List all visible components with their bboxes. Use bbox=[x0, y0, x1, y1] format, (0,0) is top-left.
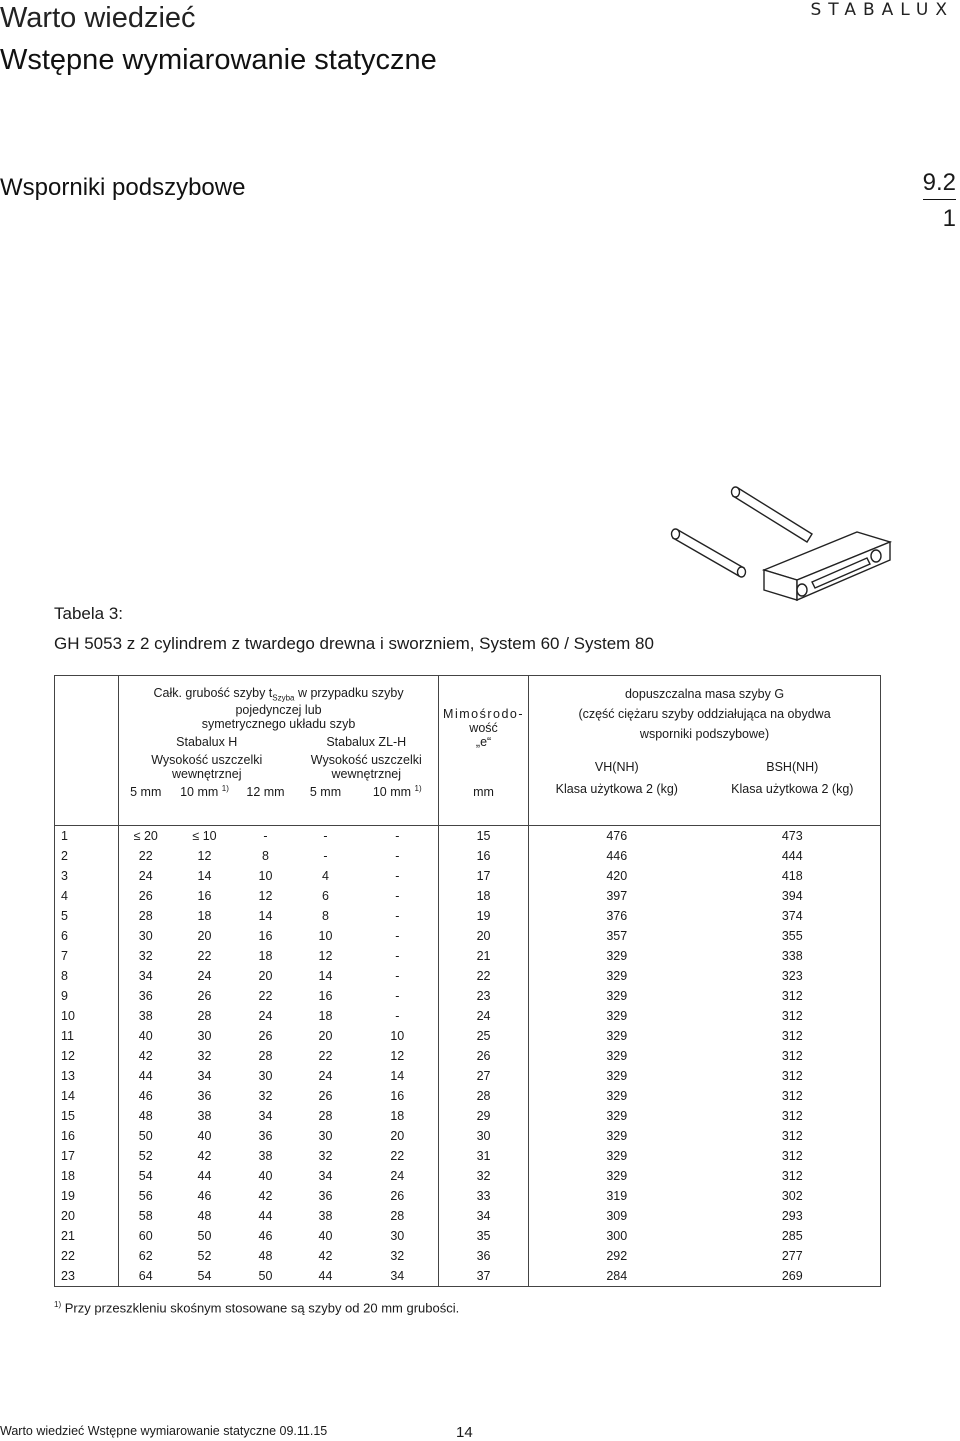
table-cell: 26 bbox=[439, 1046, 529, 1066]
unit-10mm-h-label: 10 mm bbox=[180, 785, 219, 800]
glass-thickness-sub: Szyba bbox=[272, 693, 295, 703]
table-cell: - bbox=[295, 825, 357, 846]
table-cell: 12 bbox=[258, 888, 273, 903]
table-cell: 15 bbox=[55, 1106, 119, 1126]
table-cell: 312 bbox=[705, 986, 881, 1006]
table-row bbox=[55, 946, 881, 966]
unit-12mm-h: 12 mm bbox=[246, 784, 285, 799]
table-cell: 48 bbox=[258, 1248, 273, 1263]
table-cell: 32 bbox=[318, 1148, 333, 1163]
table-cell: 31 bbox=[439, 1146, 529, 1166]
table-cell: 6 bbox=[55, 926, 119, 946]
bsh-header bbox=[705, 753, 881, 803]
glass-thickness-label-2: w przypadku szyby pojedynczej lub bbox=[235, 686, 404, 717]
table-cell: 34 bbox=[138, 968, 153, 983]
table-cell: 300 bbox=[606, 1228, 628, 1243]
table-cell: 52 bbox=[197, 1248, 212, 1263]
table-cell: 14 bbox=[258, 908, 273, 923]
table-cell: 329 bbox=[606, 1068, 628, 1083]
seal-height-zlh-header bbox=[295, 753, 439, 781]
seal-height-zlh-label-2: wewnętrznej bbox=[331, 766, 402, 781]
table-cell: 42 bbox=[138, 1048, 153, 1063]
table-cell: 24 bbox=[138, 868, 153, 883]
table-cell: 12 bbox=[390, 1048, 405, 1063]
table-cell: 355 bbox=[705, 926, 881, 946]
table-cell: 17 bbox=[439, 866, 529, 886]
table-cell: 48 bbox=[197, 1208, 212, 1223]
table-cell: 34 bbox=[318, 1168, 333, 1183]
table-cell: 24 bbox=[318, 1068, 333, 1083]
table-cell: 16 bbox=[197, 888, 212, 903]
table-cell: 10 bbox=[390, 1028, 405, 1043]
table-cell: 444 bbox=[705, 846, 881, 866]
table-row bbox=[55, 1066, 881, 1086]
unit-note-2: 1) bbox=[414, 783, 422, 793]
table-row bbox=[55, 1126, 881, 1146]
table-cell: 52 bbox=[138, 1148, 153, 1163]
table-cell: 30 bbox=[258, 1068, 273, 1083]
table-cell: 26 bbox=[318, 1088, 333, 1103]
unit-5mm-zlh: 5 mm bbox=[309, 784, 342, 799]
vh-header bbox=[529, 753, 705, 803]
table-cell: 312 bbox=[705, 1106, 881, 1126]
table-cell: 32 bbox=[390, 1248, 405, 1263]
table-cell: 14 bbox=[197, 868, 212, 883]
section-number-main: 9.2 bbox=[923, 168, 956, 200]
table-cell: 338 bbox=[705, 946, 881, 966]
table-cell: 16 bbox=[258, 928, 273, 943]
page-number: 14 bbox=[456, 1424, 473, 1441]
table-cell: 44 bbox=[197, 1168, 212, 1183]
table-cell: 18 bbox=[390, 1108, 405, 1123]
footer bbox=[0, 1424, 327, 1438]
table-row bbox=[55, 1266, 881, 1287]
table-cell: 5 bbox=[55, 906, 119, 926]
table-cell: 269 bbox=[705, 1266, 881, 1287]
table-cell: 42 bbox=[258, 1188, 273, 1203]
table-cell: 22 bbox=[390, 1148, 405, 1163]
table-cell: 312 bbox=[705, 1146, 881, 1166]
table-cell: - bbox=[395, 1008, 400, 1023]
table-cell: 309 bbox=[606, 1208, 628, 1223]
glass-thickness-label: Całk. grubość szyby t bbox=[153, 686, 273, 700]
mass-header bbox=[529, 676, 881, 753]
table-cell: 418 bbox=[705, 866, 881, 886]
table-cell: 14 bbox=[55, 1086, 119, 1106]
table-row bbox=[55, 966, 881, 986]
table-cell: 376 bbox=[606, 908, 628, 923]
table-cell: 24 bbox=[197, 968, 212, 983]
table-cell: ≤ 10 bbox=[173, 825, 237, 846]
table-cell: 12 bbox=[318, 948, 333, 963]
header-line2: Wstępne wymiarowanie statyczne bbox=[0, 44, 437, 76]
table-cell: 284 bbox=[529, 1266, 705, 1287]
seal-height-zlh-label: Wysokość uszczelki bbox=[310, 752, 422, 767]
table-cell: 329 bbox=[606, 1108, 628, 1123]
table-cell: 32 bbox=[138, 948, 153, 963]
table-cell: - bbox=[395, 988, 400, 1003]
table-row bbox=[55, 926, 881, 946]
table-cell: 20 bbox=[197, 928, 212, 943]
table-cell: - bbox=[395, 968, 400, 983]
table-cell: 28 bbox=[258, 1048, 273, 1063]
table-cell: ≤ 20 bbox=[119, 825, 173, 846]
table-cell: 394 bbox=[705, 886, 881, 906]
table-cell: 312 bbox=[705, 1046, 881, 1066]
table-cell: 13 bbox=[55, 1066, 119, 1086]
mass-label: dopuszczalna masa szyby G bbox=[624, 687, 785, 702]
table-cell: 44 bbox=[138, 1068, 153, 1083]
table-cell: 16 bbox=[55, 1126, 119, 1146]
header-corner bbox=[55, 676, 119, 826]
table-cell: 30 bbox=[390, 1228, 405, 1243]
header-line1: Warto wiedzieć bbox=[0, 2, 196, 34]
unit-note: 1) bbox=[221, 783, 229, 793]
table-cell: 329 bbox=[606, 1148, 628, 1163]
table-cell: 21 bbox=[439, 946, 529, 966]
table-cell: 9 bbox=[55, 986, 119, 1006]
table-cell: 25 bbox=[439, 1026, 529, 1046]
table-cell: 329 bbox=[606, 1088, 628, 1103]
table-cell: 26 bbox=[390, 1188, 405, 1203]
table-cell: 20 bbox=[390, 1128, 405, 1143]
table-cell: - bbox=[237, 825, 295, 846]
table-cell: 19 bbox=[439, 906, 529, 926]
table-cell: 34 bbox=[197, 1068, 212, 1083]
vh-class-label: Klasa użytkowa 2 (kg) bbox=[555, 781, 678, 796]
table-cell: 1 bbox=[55, 825, 119, 846]
table-cell: 35 bbox=[439, 1226, 529, 1246]
eccentricity-label: Mimośrodo- bbox=[443, 707, 525, 722]
table-cell: 64 bbox=[119, 1266, 173, 1287]
table-cell: 18 bbox=[439, 886, 529, 906]
table-row bbox=[55, 1026, 881, 1046]
table-cell: 40 bbox=[258, 1168, 273, 1183]
table-cell: 292 bbox=[606, 1248, 628, 1263]
table-cell: 33 bbox=[439, 1186, 529, 1206]
table-cell: 16 bbox=[318, 988, 333, 1003]
table-cell: 323 bbox=[705, 966, 881, 986]
table-row bbox=[55, 1086, 881, 1106]
table-cell: 28 bbox=[138, 908, 153, 923]
table-cell: 15 bbox=[439, 825, 529, 846]
table-cell: 40 bbox=[138, 1028, 153, 1043]
mass-label-2: (część ciężaru szyby oddziałująca na obydwa bbox=[578, 707, 831, 722]
table-label: Tabela 3: bbox=[54, 604, 123, 623]
table-cell: 312 bbox=[705, 1166, 881, 1186]
table-cell: 312 bbox=[705, 1006, 881, 1026]
section-title: Wsporniki podszybowe bbox=[0, 174, 246, 201]
table-cell: 397 bbox=[606, 888, 628, 903]
table-caption: GH 5053 z 2 cylindrem z twardego drewna i sworzniem, System 60 / System 80 bbox=[54, 634, 654, 653]
table-cell: 46 bbox=[138, 1088, 153, 1103]
table-cell: 36 bbox=[318, 1188, 333, 1203]
table-cell: 38 bbox=[318, 1208, 333, 1223]
table-cell: 329 bbox=[606, 948, 628, 963]
eccentricity-header bbox=[439, 676, 529, 781]
table-cell: 20 bbox=[258, 968, 273, 983]
table-cell: 34 bbox=[357, 1266, 439, 1287]
bsh-class-label: Klasa użytkowa 2 (kg) bbox=[731, 781, 854, 796]
table-cell: 22 bbox=[318, 1048, 333, 1063]
table-cell: 10 bbox=[258, 868, 273, 883]
section-number bbox=[923, 168, 956, 234]
table-row bbox=[55, 825, 881, 846]
table-row bbox=[55, 1186, 881, 1206]
table-cell: 329 bbox=[606, 1168, 628, 1183]
table-row bbox=[55, 1226, 881, 1246]
section-number-sub: 1 bbox=[942, 205, 956, 232]
table-cell: 277 bbox=[705, 1246, 881, 1266]
table-cell: 446 bbox=[606, 848, 628, 863]
table-cell: 473 bbox=[705, 825, 881, 846]
table-cell: 44 bbox=[295, 1266, 357, 1287]
table-cell: 22 bbox=[258, 988, 273, 1003]
table-cell: 28 bbox=[439, 1086, 529, 1106]
table-cell: 8 bbox=[262, 848, 269, 863]
table-cell: 285 bbox=[705, 1226, 881, 1246]
table-cell: 58 bbox=[138, 1208, 153, 1223]
table-cell: 60 bbox=[138, 1228, 153, 1243]
mass-label-3: wsporniki podszybowe) bbox=[639, 727, 770, 742]
table-cell: 36 bbox=[138, 988, 153, 1003]
footer-title: Warto wiedzieć Wstępne wymiarowanie statyczne bbox=[0, 1424, 277, 1438]
table-body bbox=[55, 825, 881, 1286]
table-cell: 50 bbox=[237, 1266, 295, 1287]
table-cell: 8 bbox=[55, 966, 119, 986]
table-cell: 26 bbox=[197, 988, 212, 1003]
table-cell: 34 bbox=[439, 1206, 529, 1226]
table-row bbox=[55, 1046, 881, 1066]
table-cell: 44 bbox=[258, 1208, 273, 1223]
table-row bbox=[55, 906, 881, 926]
unit-10mm-zlh bbox=[357, 781, 439, 803]
footnote bbox=[54, 1300, 459, 1315]
eccentricity-label-2: wość bbox=[469, 721, 498, 736]
table-cell: 4 bbox=[55, 886, 119, 906]
table-cell: 293 bbox=[705, 1206, 881, 1226]
table-cell: 10 bbox=[55, 1006, 119, 1026]
table-row bbox=[55, 1166, 881, 1186]
table-cell: 46 bbox=[258, 1228, 273, 1243]
table-cell: 8 bbox=[322, 908, 329, 923]
glass-thickness-label-3: symetrycznego układu szyb bbox=[201, 716, 356, 731]
table-cell: 38 bbox=[258, 1148, 273, 1163]
table-cell: 374 bbox=[705, 906, 881, 926]
table-cell: 312 bbox=[705, 1126, 881, 1146]
table-cell: 26 bbox=[138, 888, 153, 903]
table-cell: 329 bbox=[606, 1028, 628, 1043]
table-cell: 312 bbox=[705, 1066, 881, 1086]
table-cell: 329 bbox=[606, 968, 628, 983]
table-cell: 14 bbox=[318, 968, 333, 983]
table-cell: 18 bbox=[55, 1166, 119, 1186]
table-cell: 38 bbox=[197, 1108, 212, 1123]
table-cell: 40 bbox=[318, 1228, 333, 1243]
stabalux-zlh-label: Stabalux ZL-H bbox=[326, 734, 407, 749]
table-cell: 329 bbox=[606, 988, 628, 1003]
unit-10mm-zlh-label: 10 mm bbox=[372, 785, 412, 800]
table-cell: 56 bbox=[138, 1188, 153, 1203]
table-cell: 18 bbox=[258, 948, 273, 963]
table-cell: 19 bbox=[55, 1186, 119, 1206]
table-cell: 24 bbox=[439, 1006, 529, 1026]
table-cell: 62 bbox=[138, 1248, 153, 1263]
table-cell: 11 bbox=[55, 1026, 119, 1046]
table-cell: 34 bbox=[258, 1108, 273, 1123]
footer-date: 09.11.15 bbox=[279, 1424, 328, 1438]
table-cell: 30 bbox=[439, 1126, 529, 1146]
table-cell: 312 bbox=[705, 1026, 881, 1046]
bsh-label: BSH(NH) bbox=[766, 759, 819, 774]
glass-thickness-header bbox=[119, 676, 439, 731]
table-cell: 50 bbox=[138, 1128, 153, 1143]
table-cell: 18 bbox=[318, 1008, 333, 1023]
table-cell: 40 bbox=[197, 1128, 212, 1143]
table-cell: - bbox=[395, 888, 400, 903]
table-cell: 46 bbox=[197, 1188, 212, 1203]
table-cell: 12 bbox=[55, 1046, 119, 1066]
table-cell: 329 bbox=[606, 1048, 628, 1063]
table-cell: 50 bbox=[197, 1228, 212, 1243]
table-cell: 4 bbox=[322, 868, 329, 883]
table-cell: 29 bbox=[439, 1106, 529, 1126]
stabalux-h-label: Stabalux H bbox=[176, 734, 238, 749]
table-cell: 17 bbox=[55, 1146, 119, 1166]
table-cell: 54 bbox=[173, 1266, 237, 1287]
table-cell: 32 bbox=[258, 1088, 273, 1103]
table-row bbox=[55, 1146, 881, 1166]
table-cell: 54 bbox=[138, 1168, 153, 1183]
table-cell: 42 bbox=[318, 1248, 333, 1263]
table-cell: 6 bbox=[322, 888, 329, 903]
table-cell: 36 bbox=[197, 1088, 212, 1103]
seal-height-h-label: Wysokość uszczelki wewnętrznej bbox=[151, 752, 263, 781]
vh-label: VH(NH) bbox=[594, 759, 639, 774]
table-cell: 23 bbox=[439, 986, 529, 1006]
table-cell: 21 bbox=[55, 1226, 119, 1246]
table-cell: 30 bbox=[138, 928, 153, 943]
table-cell: 302 bbox=[705, 1186, 881, 1206]
table-cell: 357 bbox=[606, 928, 628, 943]
table-row bbox=[55, 1106, 881, 1126]
table-cell: 28 bbox=[197, 1008, 212, 1023]
table-cell: 24 bbox=[258, 1008, 273, 1023]
table-cell: 32 bbox=[439, 1166, 529, 1186]
footnote-mark: 1) bbox=[54, 1300, 62, 1309]
table-cell: - bbox=[395, 868, 400, 883]
table-cell: 22 bbox=[439, 966, 529, 986]
table-cell: 38 bbox=[138, 1008, 153, 1023]
table-cell: 22 bbox=[197, 948, 212, 963]
unit-10mm-h bbox=[173, 781, 237, 803]
table-row bbox=[55, 866, 881, 886]
table-cell: 28 bbox=[318, 1108, 333, 1123]
table-row bbox=[55, 1006, 881, 1026]
table-cell: 312 bbox=[705, 1086, 881, 1106]
load-table bbox=[54, 675, 881, 1287]
table-cell: 329 bbox=[606, 1128, 628, 1143]
table-cell: 329 bbox=[606, 1008, 628, 1023]
table-cell: 30 bbox=[197, 1028, 212, 1043]
table-cell: - bbox=[395, 908, 400, 923]
table-row bbox=[55, 846, 881, 866]
table-cell: 42 bbox=[197, 1148, 212, 1163]
table-cell: 32 bbox=[197, 1048, 212, 1063]
table-cell: 36 bbox=[439, 1246, 529, 1266]
glass-support-block-with-two-pins-icon bbox=[652, 470, 952, 630]
table-cell: 23 bbox=[55, 1266, 119, 1287]
table-cell: 37 bbox=[439, 1266, 529, 1287]
footnote-text: Przy przeszkleniu skośnym stosowane są szyby od 20 mm grubości. bbox=[61, 1300, 460, 1316]
table-cell: 10 bbox=[318, 928, 333, 943]
table-cell: 30 bbox=[318, 1128, 333, 1143]
table-cell: 16 bbox=[390, 1088, 405, 1103]
table-cell: 476 bbox=[529, 825, 705, 846]
table-cell: 48 bbox=[138, 1108, 153, 1123]
table-cell: 20 bbox=[439, 926, 529, 946]
table-cell: 12 bbox=[197, 848, 212, 863]
table-cell: 22 bbox=[138, 848, 153, 863]
table-cell: - bbox=[395, 848, 400, 863]
table-cell: 14 bbox=[390, 1068, 405, 1083]
table-cell: 2 bbox=[55, 846, 119, 866]
unit-5mm-h: 5 mm bbox=[130, 784, 162, 799]
table-cell: 3 bbox=[55, 866, 119, 886]
table-row bbox=[55, 1246, 881, 1266]
table-cell: 319 bbox=[606, 1188, 628, 1203]
table-cell: - bbox=[323, 848, 328, 863]
table-cell: 36 bbox=[258, 1128, 273, 1143]
table-cell: 18 bbox=[197, 908, 212, 923]
table-cell: 24 bbox=[390, 1168, 405, 1183]
table-row bbox=[55, 886, 881, 906]
table-cell: 20 bbox=[318, 1028, 333, 1043]
table-row bbox=[55, 1206, 881, 1226]
table-cell: - bbox=[395, 928, 400, 943]
table-cell: - bbox=[357, 825, 439, 846]
table-cell: 16 bbox=[439, 846, 529, 866]
table-cell: 27 bbox=[439, 1066, 529, 1086]
table-cell: 22 bbox=[55, 1246, 119, 1266]
eccentricity-symbol: „e“ bbox=[475, 735, 492, 750]
table-cell: 26 bbox=[258, 1028, 273, 1043]
table-cell: 28 bbox=[390, 1208, 405, 1223]
table-cell: 7 bbox=[55, 946, 119, 966]
brand-logo: STABALUX bbox=[810, 0, 954, 20]
unit-mm-ecc: mm bbox=[439, 781, 529, 803]
table-cell: 20 bbox=[55, 1206, 119, 1226]
table-cell: - bbox=[395, 948, 400, 963]
table-cell: 420 bbox=[606, 868, 628, 883]
table-row bbox=[55, 986, 881, 1006]
